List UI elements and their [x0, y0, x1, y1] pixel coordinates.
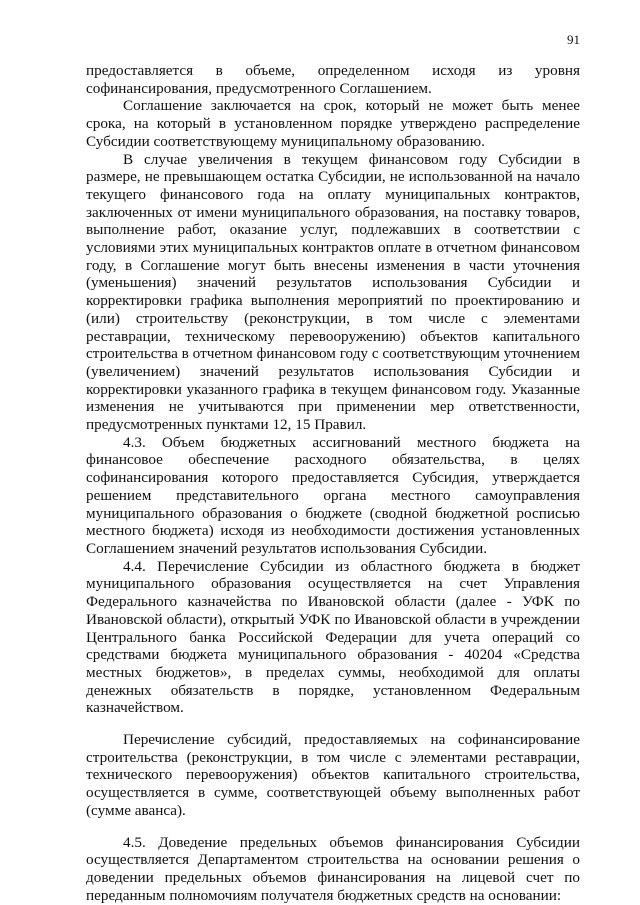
paragraph-4-5: 4.5. Доведение предельных объемов финансирования Субсидии осуществляется Департаментом строительства на основании решения о доведении предельных объемов финансирования на лицевой счет по переданным полномочиям получателя бюджетных средств на основании: — [86, 833, 580, 904]
paragraph-3: В случае увеличения в текущем финансовом году Субсидии в размере, не превышающем остатка Субсидии, не использованной на начало текущего финансового года на оплату муниципальных контрактов, заключенных от имени муниципального образования, на поставку товаров, выполнение работ, оказание услуг, подлежавших в соответствии с условиями этих муниципальных контрактов оплате в отчетном финансовом году, в Соглашение могут быть внесены изменения в части уточнения (уменьшения) значений результатов использования Субсидии и корректировки графика выполнения мероприятий по проектированию и (или) строительству (реконструкции, в том числе с элементами реставрации, техническому перевооружению) объектов капитального строительства в отчетном финансовом году с соответствующим уточнением (увеличением) значений результатов использования Субсидии и корректировки указанного графика в текущем финансовом году. Указанные изменения не учитываются при применении мер ответственности, предусмотренных пунктами 12, 15 Правил. — [86, 150, 580, 434]
document-body — [86, 62, 580, 904]
paragraph-1: предоставляется в объеме, определенном исходя из уровня софинансирования, предусмотренного Соглашением. — [86, 62, 580, 97]
paragraph-4-3: 4.3. Объем бюджетных ассигнований местного бюджета на финансовое обеспечение расходного обязательства, в целях софинансирования которого предоставляется Субсидия, утверждается решением представительного органа местного самоуправления муниципального образования о бюджете (сводной бюджетной росписью местного бюджета) исходя из необходимости достижения установленных Соглашением значений результатов использования Субсидии. — [86, 433, 580, 557]
paragraph-transfer-subsidies: Перечисление субсидий, предоставляемых на софинансирование строительства (реконструкции, в том числе с элементами реставрации, технического перевооружения) объектов капитального строительства, осуществляется в сумме, соответствующей объему выполненных работ (сумме аванса). — [86, 731, 580, 819]
paragraph-4-4: 4.4. Перечисление Субсидии из областного бюджета в бюджет муниципального образования осуществляется на счет Управления Федерального казначейства по Ивановской области (далее - УФК по Ивановской области), открытый УФК по Ивановской области в учреждении Центрального банка Российской Федерации для учета операций со средствами бюджета муниципального образования - 40204 «Средства местных бюджетов», в пределах суммы, необходимой для оплаты денежных обязательств в порядке, установленном Федеральным казначейством. — [86, 557, 580, 717]
page-number: 91 — [567, 32, 580, 47]
paragraph-2: Соглашение заключается на срок, который не может быть менее срока, на который в установленном порядке утверждено распределение Субсидии соответствующему муниципальному образованию. — [86, 97, 580, 150]
